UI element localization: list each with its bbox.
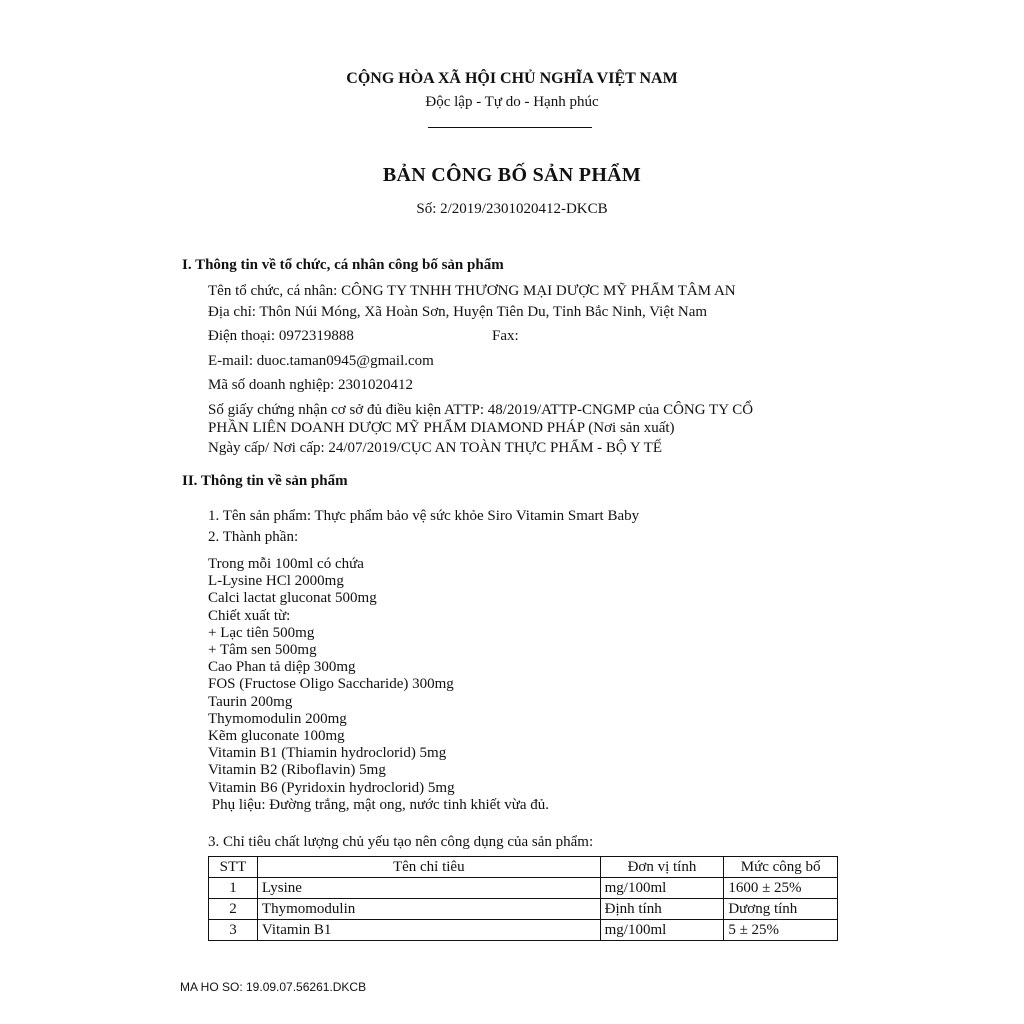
section2-heading: II. Thông tin về sản phẩm bbox=[182, 473, 348, 489]
list-item: Vitamin B6 (Pyridoxin hydroclorid) 5mg bbox=[208, 779, 455, 796]
list-item: Thymomodulin 200mg bbox=[208, 710, 347, 727]
record-code: MA HO SO: 19.09.07.56261.DKCB bbox=[180, 980, 367, 994]
quality-label: 3. Chỉ tiêu chất lượng chủ yếu tạo nên công dụng của sản phẩm: bbox=[208, 834, 594, 850]
org-name: Tên tổ chức, cá nhân: CÔNG TY TNHH THƯƠNG MẠI DƯỢC MỸ PHẨM TÂM AN bbox=[208, 283, 736, 299]
list-item: Vitamin B1 (Thiamin hydroclorid) 5mg bbox=[208, 745, 447, 762]
cell-unit: Định tính bbox=[600, 899, 724, 920]
list-item: Taurin 200mg bbox=[208, 693, 293, 710]
cell-stt: 1 bbox=[209, 878, 258, 899]
list-item: Trong mỗi 100ml có chứa bbox=[208, 556, 364, 572]
cell-stt: 3 bbox=[209, 920, 258, 941]
document-title: BẢN CÔNG BỐ SẢN PHẨM bbox=[382, 164, 642, 186]
table-row bbox=[209, 878, 838, 899]
section1-heading: I. Thông tin về tổ chức, cá nhân công bố sản phẩm bbox=[182, 257, 504, 273]
org-fax: Fax: bbox=[492, 328, 519, 344]
motto: Độc lập - Tự do - Hạnh phúc bbox=[425, 94, 599, 110]
col-header-unit: Đơn vị tính bbox=[600, 857, 724, 878]
product-name: 1. Tên sản phẩm: Thực phẩm bảo vệ sức khỏe Siro Vitamin Smart Baby bbox=[208, 508, 640, 524]
org-email: E-mail: duoc.taman0945@gmail.com bbox=[208, 353, 434, 369]
table-row bbox=[209, 899, 838, 920]
business-code: Mã số doanh nghiệp: 2301020412 bbox=[208, 377, 413, 393]
excipients: Phụ liệu: Đường trắng, mật ong, nước tinh khiết vừa đủ. bbox=[208, 796, 550, 813]
list-item: Chiết xuất từ: bbox=[208, 607, 291, 624]
list-item: + Tâm sen 500mg bbox=[208, 642, 317, 659]
org-phone: Điện thoại: 0972319888 bbox=[208, 328, 354, 344]
list-item: Cao Phan tả diệp 300mg bbox=[208, 659, 356, 676]
cell-name: Lysine bbox=[257, 878, 600, 899]
ingredient-list bbox=[208, 556, 549, 814]
cell-level: 1600 ± 25% bbox=[724, 878, 838, 899]
composition-label: 2. Thành phần: bbox=[208, 529, 299, 545]
list-item: + Lạc tiên 500mg bbox=[208, 624, 315, 641]
cell-level: Dương tính bbox=[724, 899, 838, 920]
col-header-name: Tên chỉ tiêu bbox=[257, 857, 600, 878]
certificate-line-1: Số giấy chứng nhận cơ sở đủ điều kiện ATTP: 48/2019/ATTP-CNGMP của CÔNG TY CỔ bbox=[208, 402, 754, 418]
cell-stt: 2 bbox=[209, 899, 258, 920]
cell-name: Vitamin B1 bbox=[257, 920, 600, 941]
list-item: FOS (Fructose Oligo Saccharide) 300mg bbox=[208, 676, 454, 693]
certificate-line-2: PHẦN LIÊN DOANH DƯỢC MỸ PHẨM DIAMOND PHÁP (Nơi sản xuất) bbox=[208, 420, 675, 436]
header-underline bbox=[428, 127, 592, 128]
issue-info: Ngày cấp/ Nơi cấp: 24/07/2019/CỤC AN TOÀN THỰC PHẨM - BỘ Y TẾ bbox=[208, 440, 663, 456]
list-item: L-Lysine HCl 2000mg bbox=[208, 573, 344, 590]
cell-name: Thymomodulin bbox=[257, 899, 600, 920]
cell-unit: mg/100ml bbox=[600, 920, 724, 941]
table-row bbox=[209, 920, 838, 941]
table-header-row bbox=[209, 857, 838, 878]
cell-level: 5 ± 25% bbox=[724, 920, 838, 941]
document-number: Số: 2/2019/2301020412-DKCB bbox=[416, 201, 608, 217]
col-header-level: Mức công bố bbox=[724, 857, 838, 878]
nation-title: CỘNG HÒA XÃ HỘI CHỦ NGHĨA VIỆT NAM bbox=[346, 70, 678, 87]
cell-unit: mg/100ml bbox=[600, 878, 724, 899]
col-header-stt: STT bbox=[209, 857, 258, 878]
list-item: Vitamin B2 (Riboflavin) 5mg bbox=[208, 762, 386, 779]
list-item: Calci lactat gluconat 500mg bbox=[208, 590, 377, 607]
list-item: Kẽm gluconate 100mg bbox=[208, 728, 345, 745]
quality-table bbox=[208, 856, 838, 941]
org-address: Địa chỉ: Thôn Núi Móng, Xã Hoàn Sơn, Huyện Tiên Du, Tỉnh Bắc Ninh, Việt Nam bbox=[208, 304, 708, 320]
